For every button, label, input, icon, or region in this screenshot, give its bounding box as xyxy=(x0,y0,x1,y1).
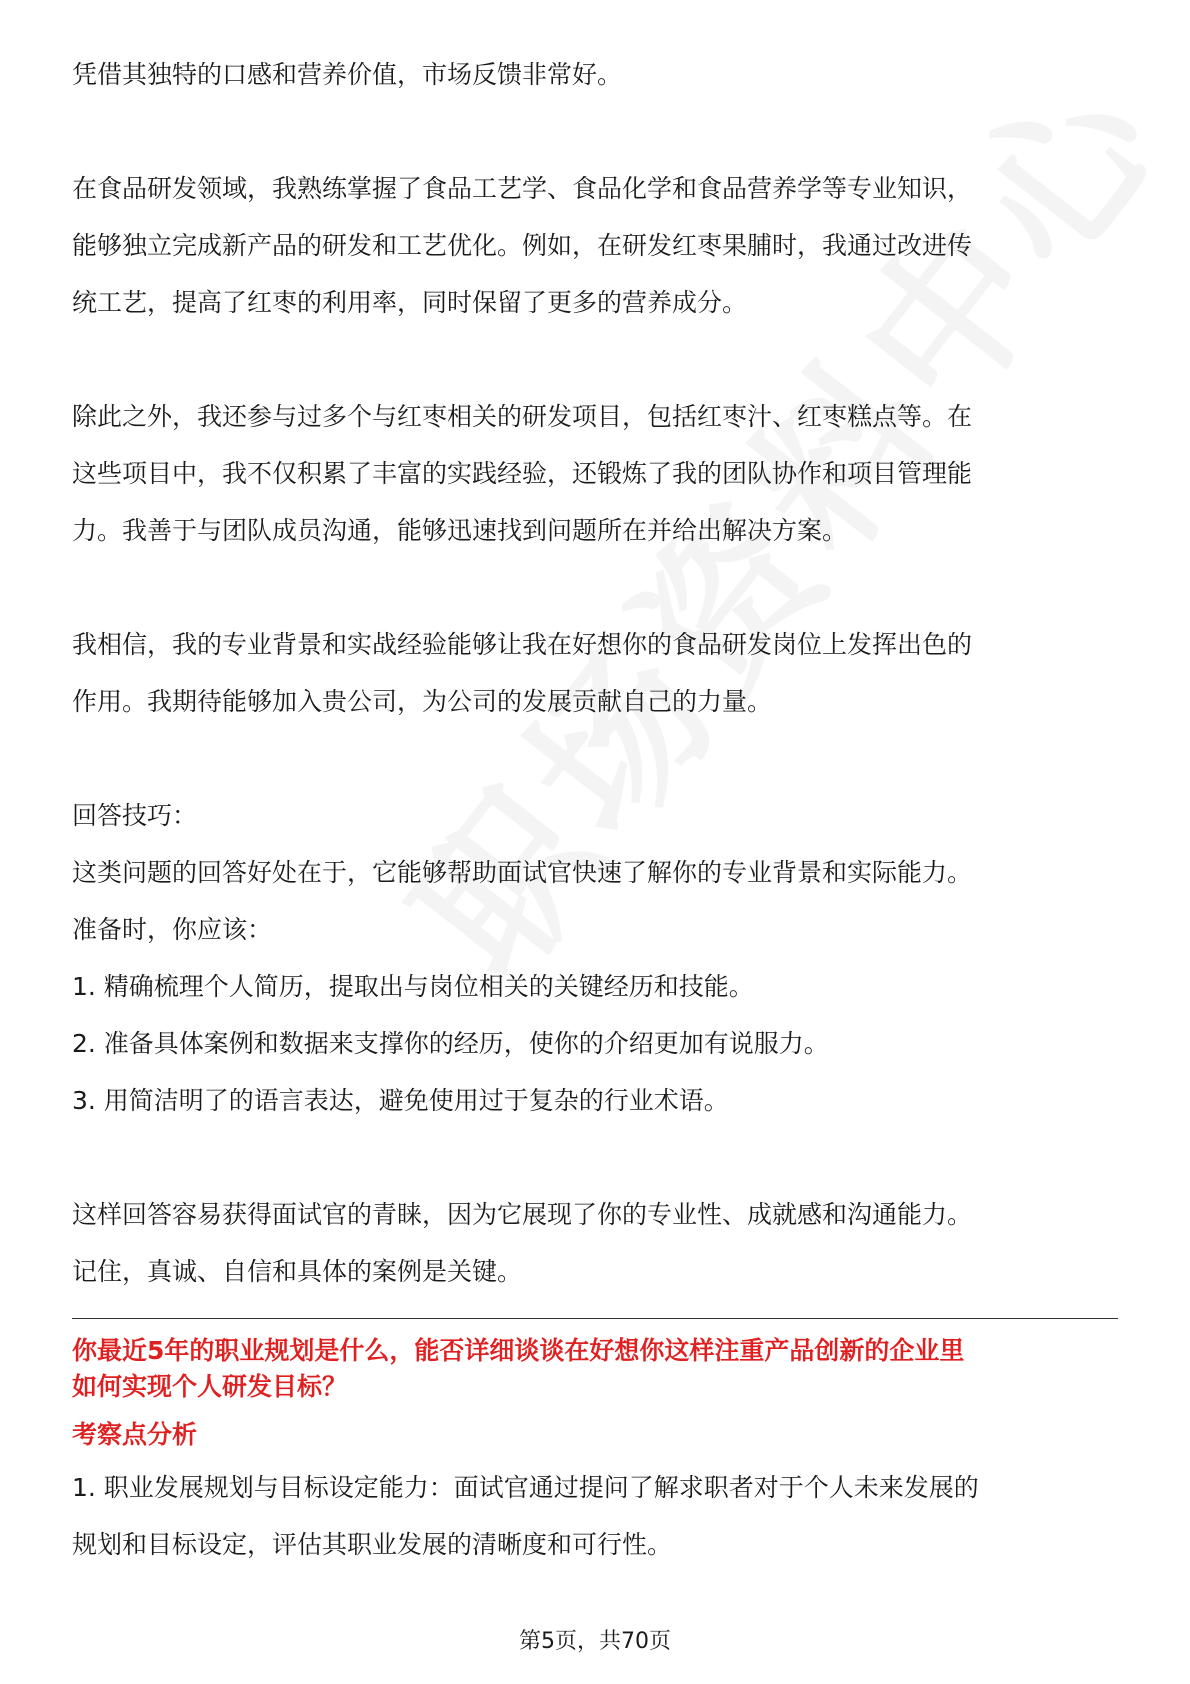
tips-list-item: 1. 精确梳理个人简历，提取出与岗位相关的关键经历和技能。 xyxy=(72,972,754,1001)
page-number: 第5页，共70页 xyxy=(519,1629,671,1654)
question-title: 如何实现个人研发目标？ xyxy=(72,1372,348,1401)
analysis-heading: 考察点分析 xyxy=(72,1420,198,1449)
tips-line: 这类问题的回答好处在于，它能够帮助面试官快速了解你的专业背景和实际能力。 xyxy=(72,858,973,887)
section-divider xyxy=(72,1318,1118,1319)
paragraph-line: 凭借其独特的口感和营养价值，市场反馈非常好。 xyxy=(72,60,623,89)
paragraph-line: 能够独立完成新产品的研发和工艺优化。例如，在研发红枣果脯时，我通过改进传 xyxy=(72,231,973,260)
paragraph-line: 除此之外，我还参与过多个与红枣相关的研发项目，包括红枣汁、红枣糕点等。在 xyxy=(72,402,973,431)
paragraph-line: 作用。我期待能够加入贵公司，为公司的发展贡献自己的力量。 xyxy=(72,687,773,716)
paragraph-line: 力。我善于与团队成员沟通，能够迅速找到问题所在并给出解决方案。 xyxy=(72,516,848,545)
paragraph-line: 在食品研发领域，我熟练掌握了食品工艺学、食品化学和食品营养学等专业知识， xyxy=(72,174,973,203)
tips-list-item: 2. 准备具体案例和数据来支撑你的经历，使你的介绍更加有说服力。 xyxy=(72,1029,829,1058)
tips-line: 准备时，你应该： xyxy=(72,915,273,944)
analysis-line: 1. 职业发展规划与目标设定能力：面试官通过提问了解求职者对于个人未来发展的 xyxy=(72,1473,979,1502)
page-content xyxy=(72,46,1118,1573)
paragraph-line: 这些项目中，我不仅积累了丰富的实践经验，还锻炼了我的团队协作和项目管理能 xyxy=(72,459,973,488)
tips-closing-line: 这样回答容易获得面试官的青睐，因为它展现了你的专业性、成就感和沟通能力。 xyxy=(72,1200,973,1229)
tips-heading: 回答技巧： xyxy=(72,801,198,830)
analysis-line: 规划和目标设定，评估其职业发展的清晰度和可行性。 xyxy=(72,1530,673,1559)
tips-closing-line: 记住，真诚、自信和具体的案例是关键。 xyxy=(72,1257,523,1286)
tips-list-item: 3. 用简洁明了的语言表达，避免使用过于复杂的行业术语。 xyxy=(72,1086,729,1115)
paragraph-line: 我相信，我的专业背景和实战经验能够让我在好想你的食品研发岗位上发挥出色的 xyxy=(72,630,973,659)
paragraph-line: 统工艺，提高了红枣的利用率，同时保留了更多的营养成分。 xyxy=(72,288,748,317)
question-title: 你最近5年的职业规划是什么，能否详细谈谈在好想你这样注重产品创新的企业里 xyxy=(72,1336,965,1365)
